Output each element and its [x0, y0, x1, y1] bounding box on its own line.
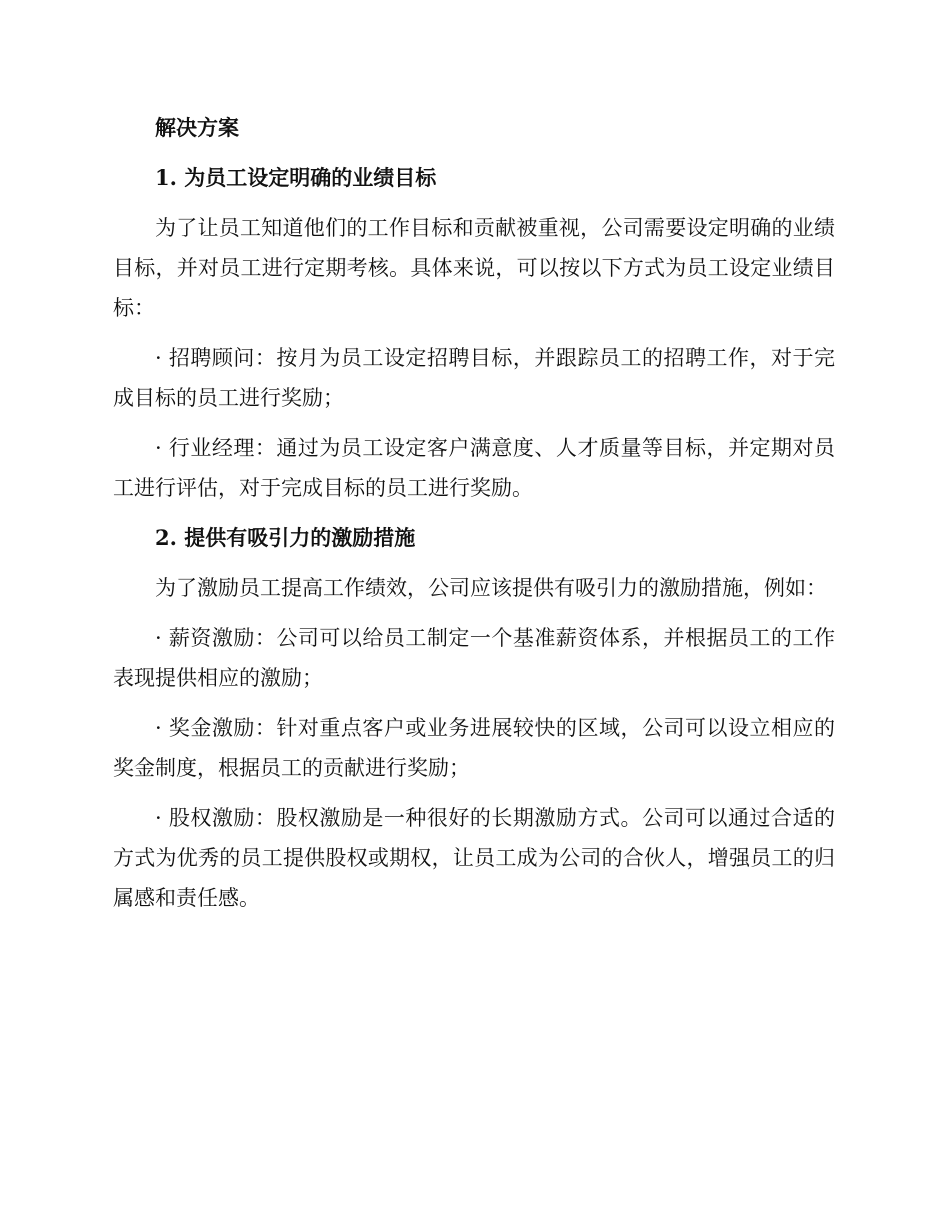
document-title: 解决方案 [155, 115, 239, 140]
section-1-heading: 1. 为员工设定明确的业绩目标 [155, 165, 437, 190]
section-1-intro: 为了让员工知道他们的工作目标和贡献被重视，公司需要设定明确的业绩目标，并对员工进行定期考核。具体来说，可以按以下方式为员工设定业绩目标： [113, 216, 835, 320]
section-2-bullet-salary-incentive: · 薪资激励：公司可以给员工制定一个基准薪资体系，并根据员工的工作表现提供相应的激励； [113, 626, 835, 690]
section-2-bullet-equity-incentive: · 股权激励：股权激励是一种很好的长期激励方式。公司可以通过合适的方式为优秀的员工提供股权或期权，让员工成为公司的合伙人，增强员工的归属感和责任感。 [113, 806, 835, 910]
section-2-bullet-bonus-incentive: · 奖金激励：针对重点客户或业务进展较快的区域，公司可以设立相应的奖金制度，根据员工的贡献进行奖励； [113, 716, 835, 780]
document-page [113, 108, 835, 928]
section-2-heading: 2. 提供有吸引力的激励措施 [155, 525, 416, 550]
section-2-intro: 为了激励员工提高工作绩效，公司应该提供有吸引力的激励措施，例如： [155, 576, 827, 600]
section-1-bullet-industry-manager: · 行业经理：通过为员工设定客户满意度、人才质量等目标，并定期对员工进行评估，对于完成目标的员工进行奖励。 [113, 436, 835, 500]
section-1-bullet-recruiting-consultant: · 招聘顾问：按月为员工设定招聘目标，并跟踪员工的招聘工作，对于完成目标的员工进行奖励； [113, 346, 835, 410]
